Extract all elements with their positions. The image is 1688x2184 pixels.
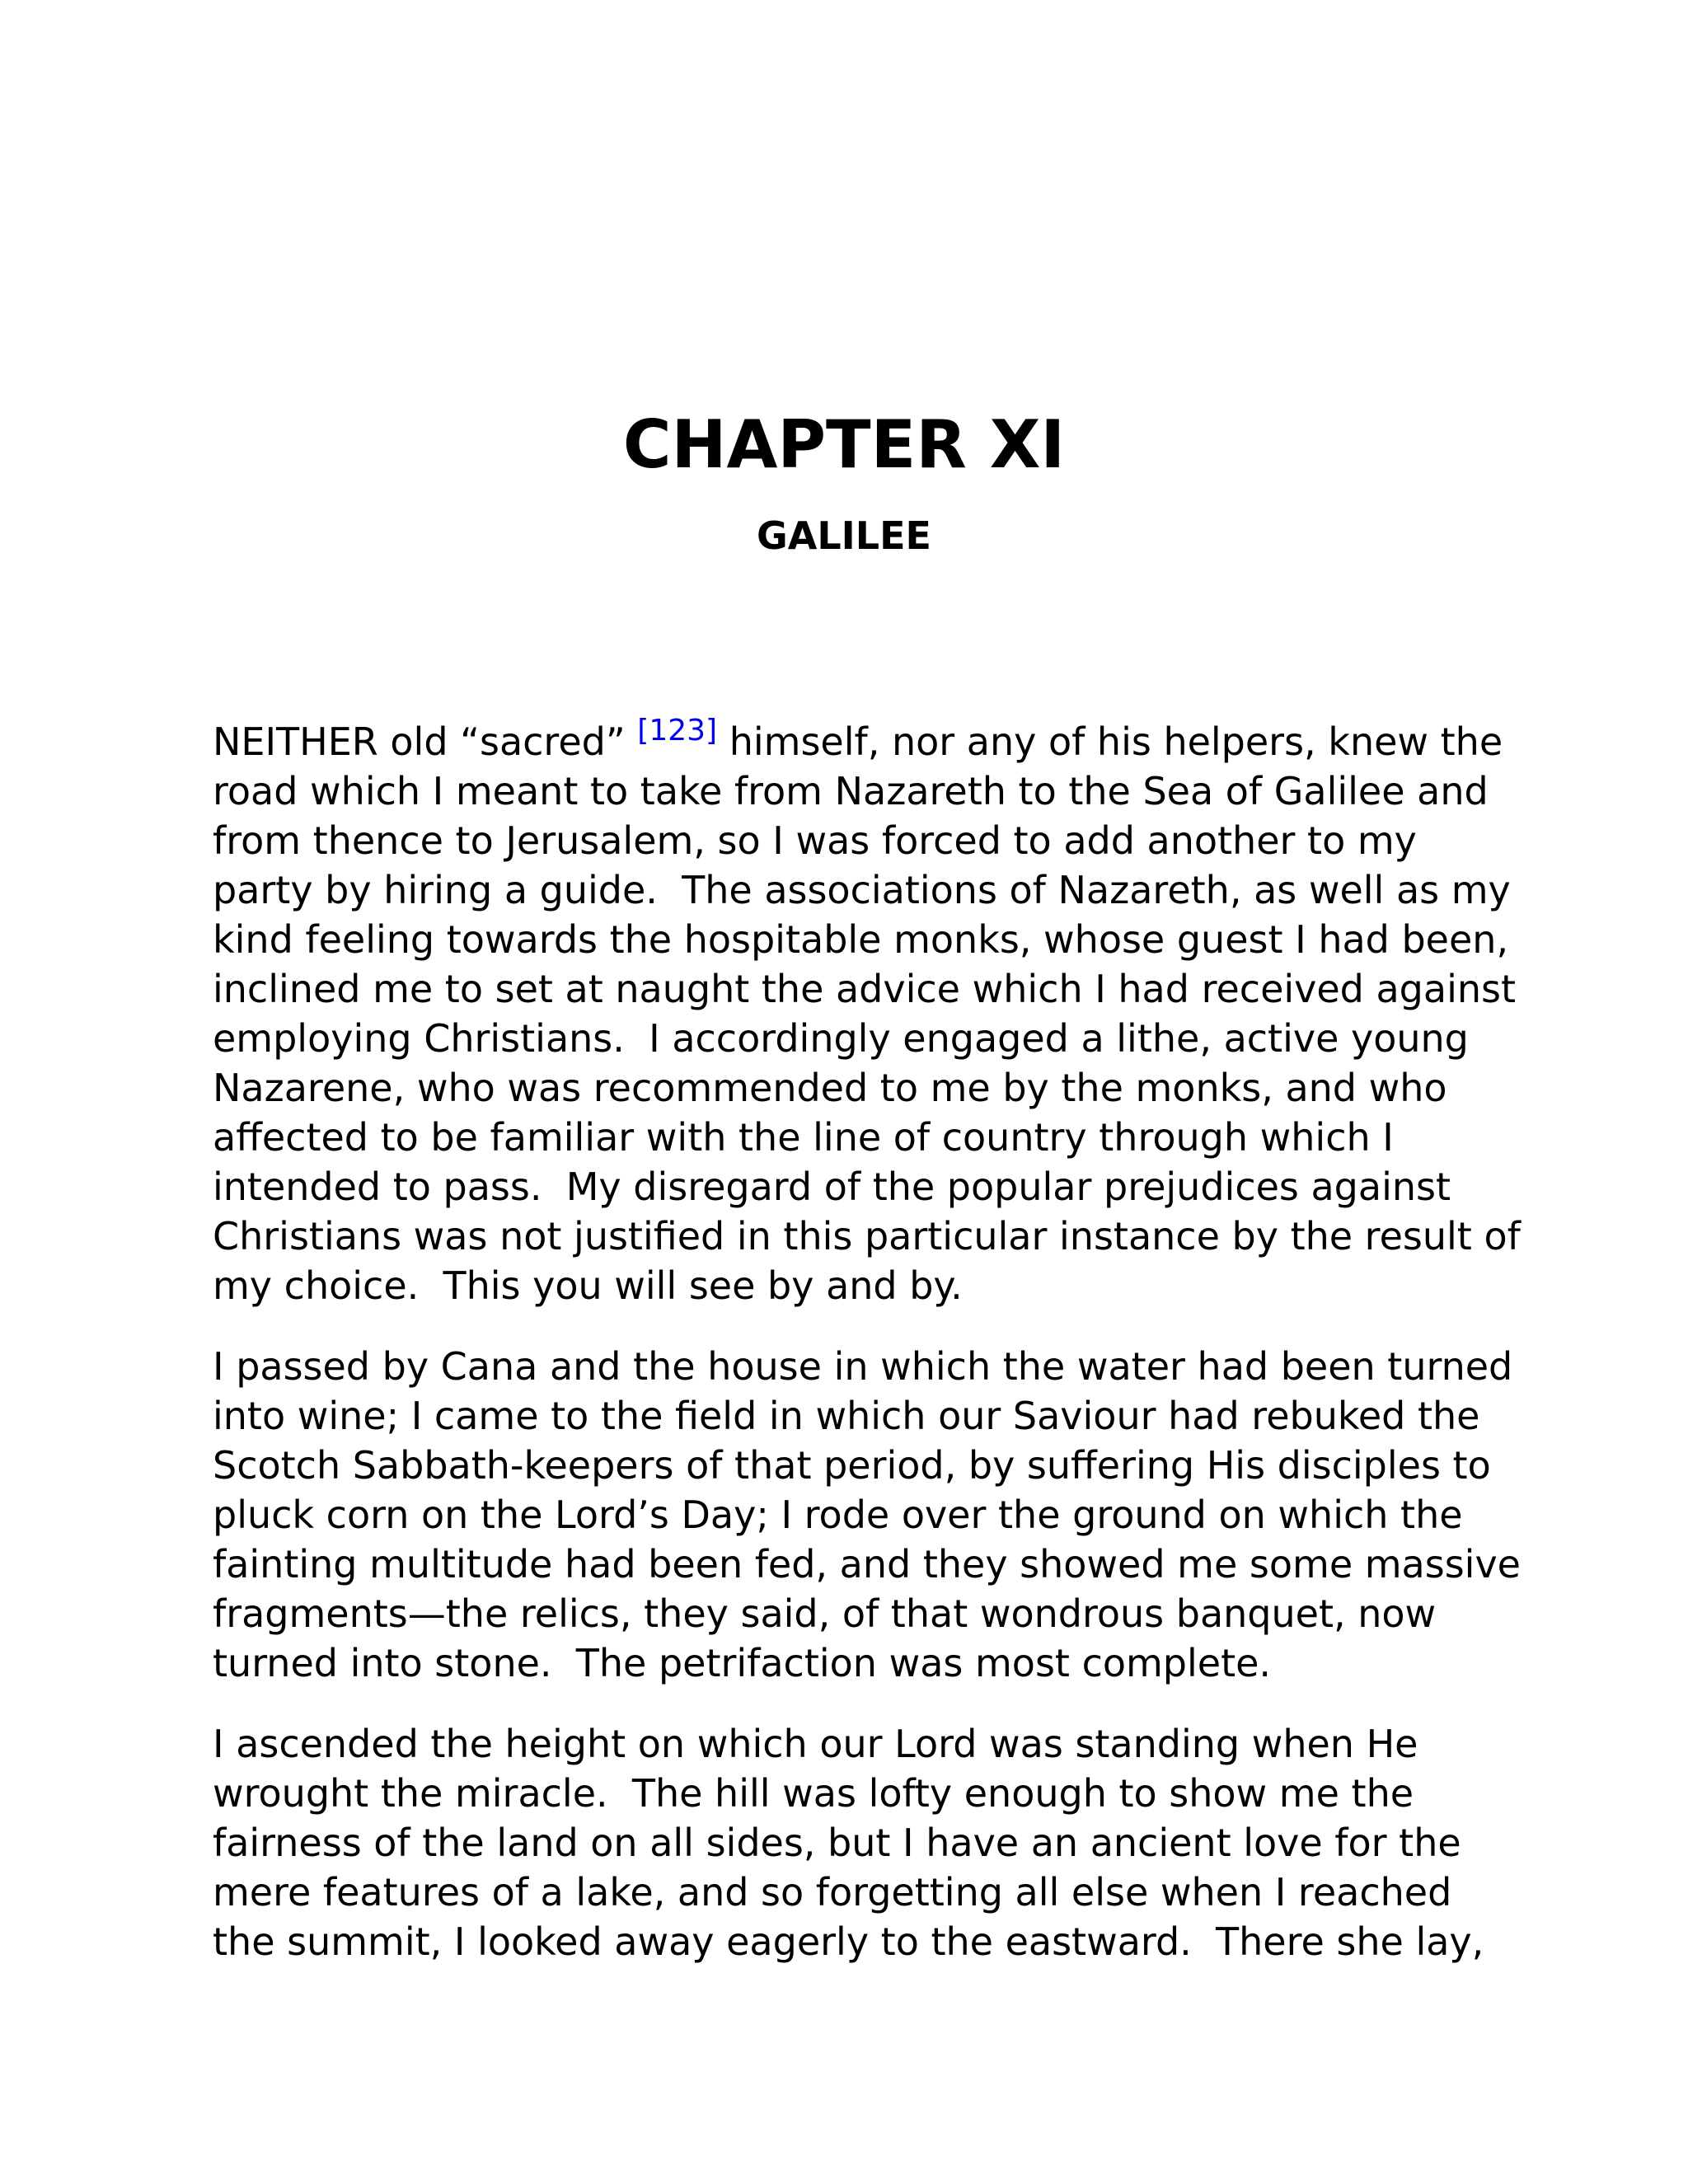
paragraph-line: Nazarene, who was recommended to me by the monks, and who (213, 1066, 1447, 1110)
footnote-link[interactable]: [123] (637, 714, 718, 748)
chapter-subtitle: GALILEE (757, 513, 931, 558)
paragraph-line: party by hiring a guide. The associations of Nazareth, as well as my (213, 868, 1511, 912)
paragraph-line: turned into stone. The petrifaction was most complete. (213, 1641, 1272, 1685)
line-text: old “sacred” (377, 719, 638, 764)
paragraph-line: from thence to Jerusalem, so I was forced to add another to my (213, 818, 1417, 863)
paragraph-line: pluck corn on the Lord’s Day; I rode over the ground on which the (213, 1493, 1463, 1537)
paragraph-gap (213, 1310, 1498, 1342)
paragraph-line: into wine; I came to the field in which our Saviour had rebuked the (213, 1394, 1480, 1438)
dropword-smallcaps: EITHER (241, 719, 378, 764)
paragraph-line: fainting multitude had been fed, and they showed me some massive (213, 1542, 1521, 1586)
paragraph-line: mere features of a lake, and so forgetting all else when I reached (213, 1870, 1452, 1915)
chapter-title: CHAPTER XI (622, 406, 1066, 483)
paragraph-line: I passed by Cana and the house in which the water had been turned (213, 1344, 1513, 1389)
line-text: himself, nor any of his helpers, knew the (717, 719, 1503, 764)
paragraph-line: employing Christians. I accordingly engaged a lithe, active young (213, 1016, 1469, 1061)
chapter-body (213, 714, 1521, 1966)
paragraph-line: road which I meant to take from Nazareth to the Sea of Galilee and (213, 769, 1489, 813)
paragraph-line: Scotch Sabbath-keepers of that period, by suffering His disciples to (213, 1443, 1491, 1488)
paragraph-line: affected to be familiar with the line of country through which I (213, 1115, 1394, 1160)
paragraph-line: I ascended the height on which our Lord was standing when He (213, 1722, 1418, 1766)
paragraph-2 (213, 1342, 1521, 1688)
paragraph-line: Christians was not justified in this particular instance by the result of (213, 1214, 1521, 1258)
paragraph-gap (213, 1688, 1498, 1719)
dropword-initial: N (213, 719, 241, 764)
paragraph-line: inclined me to set at naught the advice which I had received against (213, 967, 1517, 1011)
paragraph-line: the summit, I looked away eagerly to the eastward. There she lay, (213, 1919, 1484, 1964)
paragraph-line: fragments—the relics, they said, of that wondrous banquet, now (213, 1591, 1437, 1636)
paragraph-line: fairness of the land on all sides, but I have an ancient love for the (213, 1821, 1461, 1865)
paragraph-line: intended to pass. My disregard of the popular prejudices against (213, 1165, 1451, 1209)
paragraph-line: kind feeling towards the hospitable monks, whose guest I had been, (213, 917, 1509, 962)
paragraph-line: my choice. This you will see by and by. (213, 1263, 963, 1308)
paragraph-line (213, 714, 1503, 766)
paragraph-3 (213, 1719, 1498, 1966)
paragraph-1 (213, 714, 1521, 1310)
paragraph-line: wrought the miracle. The hill was lofty enough to show me the (213, 1771, 1414, 1816)
